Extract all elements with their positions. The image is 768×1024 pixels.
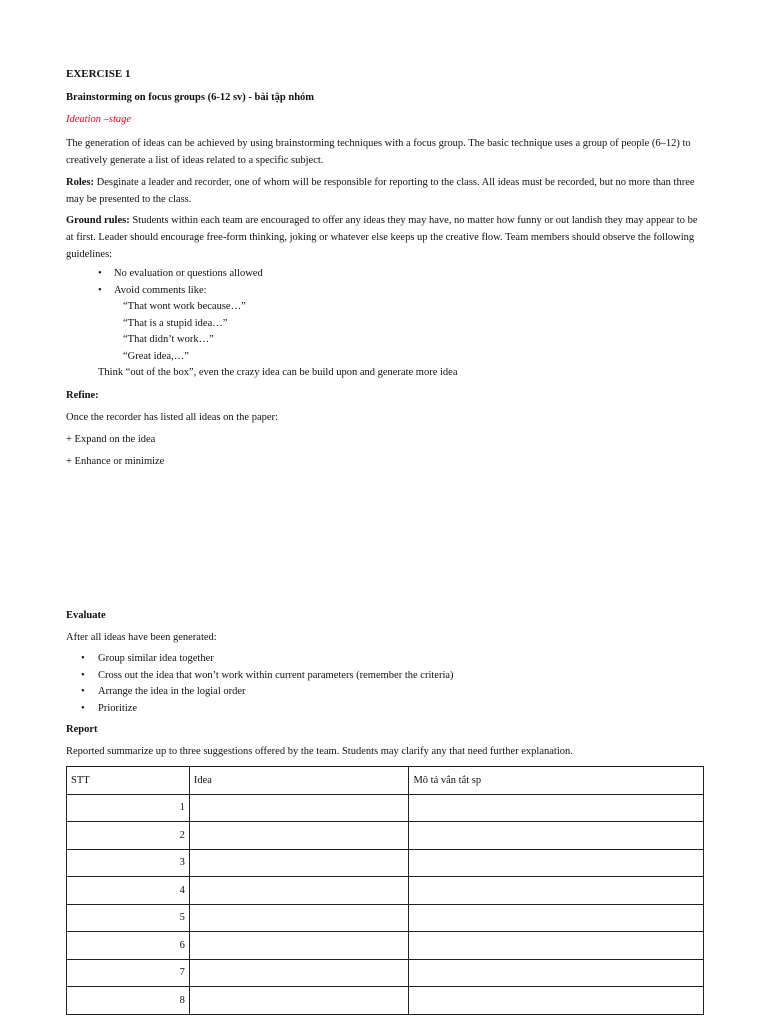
idea-cell[interactable]	[189, 904, 409, 932]
list-item: • No evaluation or questions allowed	[66, 266, 704, 283]
table-row	[67, 849, 704, 877]
column-header-idea: Idea	[189, 767, 409, 795]
exercise-title: EXERCISE 1	[66, 68, 131, 80]
idea-cell[interactable]	[189, 877, 409, 905]
list-item: • Arrange the idea in the logial order	[66, 684, 704, 701]
quote-line: “That didn’t work…”	[123, 334, 214, 345]
idea-cell[interactable]	[189, 822, 409, 850]
row-number: 5	[67, 904, 190, 932]
refine-item: + Expand on the idea	[66, 433, 156, 445]
quote-line: “Great idea,…”	[123, 350, 189, 362]
refine-item: + Enhance or minimize	[66, 455, 165, 467]
description-cell[interactable]	[409, 959, 704, 987]
evaluate-intro: After all ideas have been generated:	[66, 632, 217, 643]
evaluate-section	[66, 607, 704, 764]
description-cell[interactable]	[409, 987, 704, 1015]
report-intro: Reported summarize up to three suggestions offered by the team. Students may clarify any that need further explanation.	[66, 746, 573, 757]
table-row	[67, 877, 704, 905]
description-cell[interactable]	[409, 932, 704, 960]
list-item: • Prioritize	[66, 701, 704, 718]
stage-label: Ideation –stage	[66, 114, 132, 125]
table-row	[67, 987, 704, 1015]
ground-rules-paragraph	[66, 212, 704, 263]
row-number: 4	[67, 877, 190, 905]
description-cell[interactable]	[409, 877, 704, 905]
idea-cell[interactable]	[189, 987, 409, 1015]
description-cell[interactable]	[409, 822, 704, 850]
list-item: • Avoid comments like:	[66, 283, 704, 300]
idea-cell[interactable]	[189, 794, 409, 822]
document-page	[66, 66, 704, 474]
list-item: • Group similar idea together	[66, 651, 704, 668]
table-row	[67, 822, 704, 850]
list-item: • Cross out the idea that won’t work within current parameters (remember the criteria)	[66, 668, 704, 685]
row-number: 6	[67, 932, 190, 960]
idea-cell[interactable]	[189, 932, 409, 960]
refine-intro: Once the recorder has listed all ideas on the paper:	[66, 411, 278, 423]
row-number: 2	[67, 822, 190, 850]
idea-cell[interactable]	[189, 849, 409, 877]
think-line: Think “out of the box”, even the crazy idea can be build upon and generate more idea	[98, 367, 458, 378]
guidelines-list	[66, 266, 704, 299]
description-cell[interactable]	[409, 849, 704, 877]
report-table	[66, 766, 704, 1015]
column-header-stt: STT	[67, 767, 190, 795]
exercise-subtitle: Brainstorming on focus groups (6-12 sv) - bài tập nhóm	[66, 92, 315, 103]
table-row	[67, 904, 704, 932]
row-number: 7	[67, 959, 190, 987]
quote-line: “That is a stupid idea…”	[123, 317, 228, 329]
intro-paragraph: The generation of ideas can be achieved by using brainstorming techniques with a focus group. The basic technique uses a group of people (6–12) to creatively generate a list of ideas related to a specific subject.	[66, 138, 691, 166]
table-header-row	[67, 767, 704, 795]
row-number: 1	[67, 794, 190, 822]
table-row	[67, 959, 704, 987]
row-number: 8	[67, 987, 190, 1015]
row-number: 3	[67, 849, 190, 877]
column-header-description: Mô tả vắn tắt sp	[409, 767, 704, 795]
roles-label: Roles:	[66, 177, 94, 188]
ground-rules-text: Students within each team are encouraged to offer any ideas they may have, no matter how funny or out landish they may appear to be at first. Leader should encourage free-form thinking, joking or whatever else keeps up the creative flow. Team members should observe the following guidelines:	[66, 215, 698, 260]
evaluate-heading: Evaluate	[66, 610, 106, 621]
table-row	[67, 794, 704, 822]
description-cell[interactable]	[409, 794, 704, 822]
ground-rules-label: Ground rules:	[66, 215, 130, 226]
roles-paragraph	[66, 174, 704, 208]
refine-heading: Refine:	[66, 389, 99, 401]
table-row	[67, 932, 704, 960]
report-heading: Report	[66, 724, 98, 735]
description-cell[interactable]	[409, 904, 704, 932]
evaluate-list	[66, 651, 704, 717]
roles-text: Desginate a leader and recorder, one of whom will be responsible for reporting to the class. All ideas must be recorded, but no more than three may be presented to the class.	[66, 177, 695, 205]
idea-cell[interactable]	[189, 959, 409, 987]
quote-line: “That wont work because…”	[123, 301, 246, 312]
